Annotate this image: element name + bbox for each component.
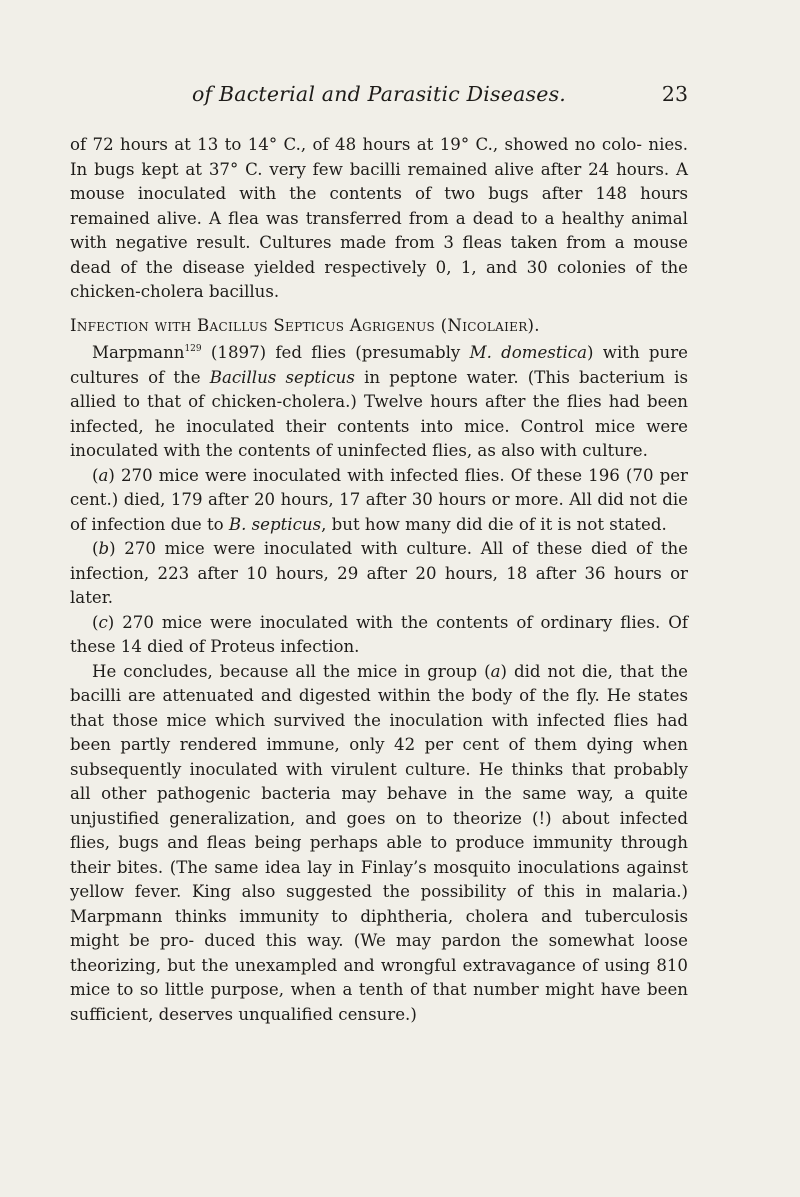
group-label: a	[490, 661, 501, 681]
paragraph-conclusion: He concludes, because all the mice in group (a) did not die, that the bacilli are attenuated and digested within the body of the fly. He states that those mice which survived the inoculation with infected flies had been partly rendered immune, only 42 per cent of them dying when subsequently inoculated with virulent culture. He thinks that probably all other pathogenic bacteria may behave in the same way, a quite unjustified generalization, and goes on to theorize (!) about infected flies, bugs and fleas being perhaps able to produce immunity through their bites. (The same idea lay in Finlay’s mosquito inoculations against yellow fever. King also suggested the possibility of this in malaria.) Marpmann thinks immunity to diphtheria, cholera and tuberculosis might be pro- duced this way. (We may pardon the somewhat loose theorizing, but the unexampled and wrongful extravagance of using 810 mice to so little purpose, when a tenth of that number might have been sufficient, deserves unqualified censure.)	[70, 661, 688, 1024]
group-label: c	[98, 612, 108, 632]
paragraph-group-a: (a) 270 mice were inoculated with infected flies. Of these 196 (70 per cent.) died, 179 after 20 hours, 17 after 30 hours or more. All did not die of infection due to B. septicus, but how many did die of it is not stated.	[70, 465, 688, 534]
bacillus-name: Bacillus septicus	[209, 367, 355, 387]
reference-number: 129	[184, 344, 202, 354]
paragraph-group-b: (b) 270 mice were inoculated with culture. All of these died of the infection, 223 after 10 hours, 29 after 20 hours, 18 after 36 hours or later.	[70, 539, 688, 607]
group-label: b	[98, 539, 110, 558]
body-text	[70, 133, 688, 1027]
bacillus-name: B. septicus	[228, 514, 322, 534]
page-header	[70, 82, 688, 110]
paragraph-marpmann: Marpmann$^{129}$ (1897) fed flies (presumably M. domestica) with pure cultures of the Bacillus septicus in peptone water. (This bacterium is allied to that of chicken-cholera.) Twelve hours after the flies had been infected, he inoculated their contents into mice. Control mice were inoculated with the contents of uninfected flies, as also with culture.	[70, 343, 688, 460]
author-name: Marpmann	[92, 343, 185, 362]
running-title: of Bacterial and Parasitic Diseases.	[191, 82, 567, 106]
page-number: 23	[661, 82, 688, 106]
section-heading: Infection with Bacillus Septicus Agrigenus (Nicolaier).	[70, 315, 540, 335]
group-label: a	[98, 465, 109, 485]
paragraph-continued: of 72 hours at 13 to 14° C., of 48 hours at 19° C., showed no colo- nies. In bugs kept at 37° C. very few bacilli remained alive after 24 hours. A mouse inoculated with the contents of two bugs after 148 hours remained alive. A flea was transferred from a dead to a healthy animal with negative result. Cultures made from 3 fleas taken from a mouse dead of the disease yielded respectively 0, 1, and 30 colonies of the chicken-cholera bacillus.	[70, 135, 688, 301]
paragraph-group-c: (c) 270 mice were inoculated with the contents of ordinary flies. Of these 14 died of Proteus infection.	[70, 612, 688, 656]
species-name: M. domestica	[469, 343, 587, 362]
